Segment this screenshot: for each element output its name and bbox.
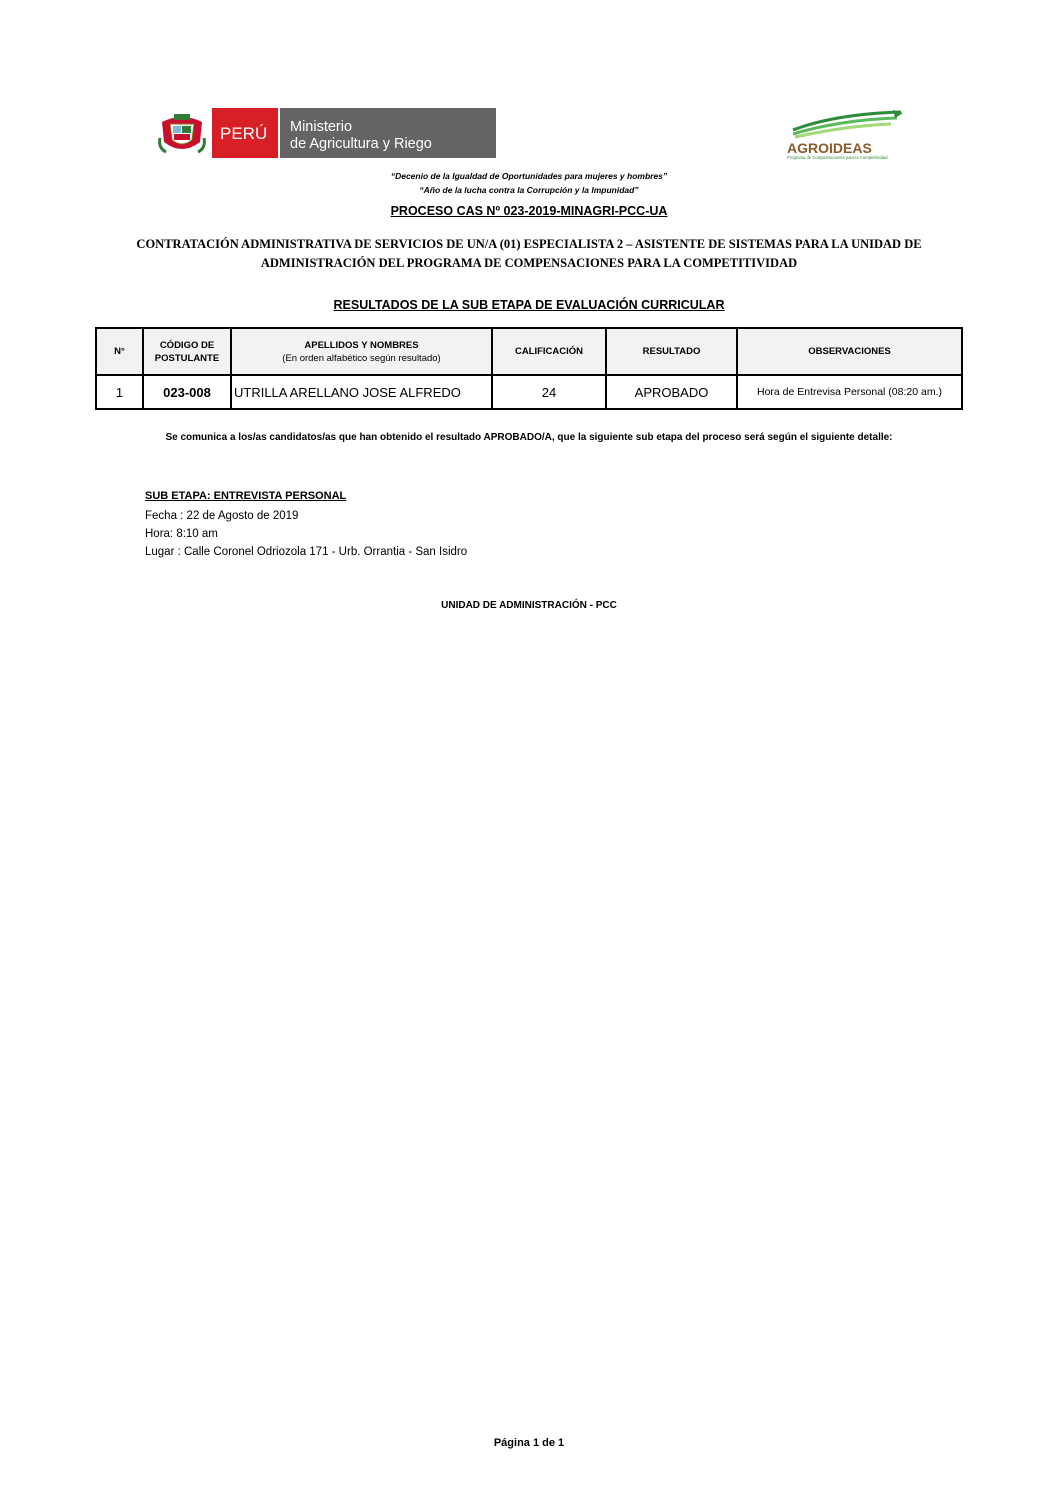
unidad-signature: UNIDAD DE ADMINISTRACIÓN - PCC: [441, 600, 617, 611]
sub-etapa-lugar: Lugar : Calle Coronel Odriozola 171 - Urb. Orrantia - San Isidro: [145, 546, 468, 558]
motto-line-1: “Decenio de la Igualdad de Oportunidades para mujeres y hombres”: [390, 171, 668, 181]
header-apellidos-line2: (En orden alfabético según resultado): [282, 352, 441, 364]
results-table: [95, 327, 963, 410]
cell-resultado: APROBADO: [606, 375, 737, 409]
header-numero: N°: [96, 328, 143, 375]
cell-observaciones: Hora de Entrevisa Personal (08:20 am.): [737, 375, 962, 409]
sub-etapa-title: SUB ETAPA: ENTREVISTA PERSONAL: [145, 490, 347, 502]
sub-etapa-fecha: Fecha : 22 de Agosto de 2019: [145, 510, 299, 522]
cell-calificacion: 24: [492, 375, 606, 409]
header-calificacion: CALIFICACIÓN: [492, 328, 606, 375]
agroideas-name: AGROIDEAS: [787, 140, 872, 156]
cell-numero: 1: [96, 375, 143, 409]
header-apellidos: [231, 328, 492, 375]
header-observaciones: OBSERVACIONES: [737, 328, 962, 375]
ministry-line2: de Agricultura y Riego: [290, 136, 432, 152]
ministerio-agricultura-logo: [156, 108, 496, 158]
comunica-text: Se comunica a los/as candidatos/as que han obtenido el resultado APROBADO/A, que la siguiente sub etapa del proceso será según el siguiente detalle:: [165, 432, 893, 443]
motto-line-2: “Año de la lucha contra la Corrupción y la Impunidad”: [419, 185, 639, 195]
resultados-title: RESULTADOS DE LA SUB ETAPA DE EVALUACIÓN CURRICULAR: [333, 298, 725, 312]
sub-etapa-hora: Hora: 8:10 am: [145, 528, 218, 540]
agroideas-tagline: Programa de Compensaciones para la Competitividad: [787, 155, 888, 160]
header-codigo-line1: CÓDIGO DE: [159, 339, 215, 351]
agroideas-leaf-icon: [785, 110, 905, 160]
peru-logo-text: PERÚ: [220, 124, 268, 143]
header-apellidos-line1: APELLIDOS Y NOMBRES: [304, 339, 419, 351]
page-number: Página 1 de 1: [493, 1437, 565, 1449]
header-codigo-line2: POSTULANTE: [154, 352, 220, 364]
cell-codigo: 023-008: [143, 375, 231, 409]
agroideas-logo: [785, 110, 905, 160]
ministry-line1: Ministerio: [290, 119, 353, 135]
header-codigo: [143, 328, 231, 375]
contratacion-heading: CONTRATACIÓN ADMINISTRATIVA DE SERVICIOS DE UN/A (01) ESPECIALISTA 2 – ASISTENTE DE SISTEMAS PARA LA UNIDAD DE ADMINISTRACIÓN DEL PROGRAMA DE COMPENSACIONES PARA LA COMPETITIVIDAD: [136, 237, 922, 270]
cell-nombre: UTRILLA ARELLANO JOSE ALFREDO: [231, 375, 492, 409]
table-header-row: [96, 328, 962, 375]
peru-coat-of-arms-icon: [156, 108, 496, 158]
table-row: [96, 375, 962, 409]
proceso-title: PROCESO CAS Nº 023-2019-MINAGRI-PCC-UA: [390, 204, 668, 218]
header-resultado: RESULTADO: [606, 328, 737, 375]
